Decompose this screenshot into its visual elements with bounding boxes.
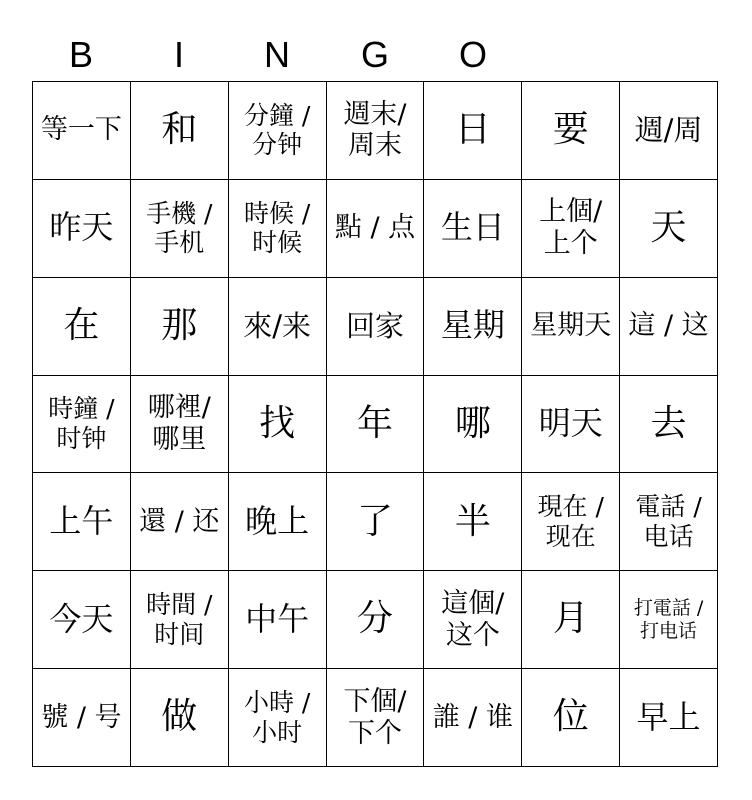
bingo-cell[interactable] [229, 669, 327, 767]
cell-text: 半 [454, 500, 491, 542]
cell-text: 和 [161, 109, 198, 151]
cell-text: 哪 [454, 402, 491, 444]
bingo-cell[interactable] [33, 473, 131, 571]
bingo-cell[interactable] [229, 376, 327, 474]
bingo-cell[interactable] [424, 669, 522, 767]
cell-text: 手機 / 手机 [146, 198, 213, 258]
header-letter-b: B [68, 34, 93, 75]
bingo-cell[interactable] [33, 82, 131, 180]
cell-text: 下個/ 下个 [343, 685, 407, 749]
cell-text: 晚上 [245, 501, 310, 540]
cell-text: 來/来 [243, 309, 312, 344]
cell-text: 打電話 / 打电话 [633, 597, 704, 642]
cell-text: 分 [356, 598, 393, 640]
bingo-cell[interactable] [131, 669, 229, 767]
bingo-cell[interactable] [33, 180, 131, 278]
bingo-cell[interactable] [327, 571, 425, 669]
cell-text: 找 [259, 402, 296, 444]
bingo-cell[interactable] [522, 669, 620, 767]
bingo-cell[interactable] [131, 82, 229, 180]
bingo-cell[interactable] [327, 82, 425, 180]
bingo-cell[interactable] [522, 376, 620, 474]
cell-text: 要 [552, 109, 589, 151]
bingo-cell[interactable] [620, 82, 718, 180]
cell-text: 時候 / 时候 [243, 198, 311, 258]
cell-text: 星期 [440, 306, 505, 345]
cell-text: 電話 / 电话 [635, 492, 702, 551]
cell-text: 誰 / 谁 [432, 701, 513, 733]
cell-text: 去 [650, 402, 687, 444]
bingo-cell[interactable] [620, 669, 718, 767]
bingo-cell[interactable] [229, 82, 327, 180]
cell-text: 天 [650, 207, 687, 249]
cell-text: 現在 / 现在 [537, 492, 604, 551]
bingo-cell[interactable] [327, 376, 425, 474]
bingo-cell[interactable] [33, 376, 131, 474]
header-letter-blank-2 [620, 30, 718, 80]
bingo-cell[interactable] [327, 278, 425, 376]
bingo-cell[interactable] [131, 180, 229, 278]
cell-text: 月 [552, 598, 589, 640]
header-letter-g: G [360, 34, 389, 75]
bingo-cell[interactable] [620, 278, 718, 376]
cell-text: 這個/ 这个 [441, 587, 505, 651]
header-letter-n: N [264, 34, 290, 75]
cell-text: 號 / 号 [41, 701, 122, 733]
cell-text: 上個/ 上个 [539, 196, 603, 260]
cell-text: 位 [552, 696, 589, 738]
cell-text: 還 / 还 [139, 505, 220, 537]
bingo-cell[interactable] [424, 180, 522, 278]
cell-text: 等一下 [40, 114, 122, 146]
bingo-cell[interactable] [229, 571, 327, 669]
cell-text: 那 [161, 304, 198, 346]
bingo-cell[interactable] [131, 278, 229, 376]
cell-text: 了 [356, 500, 393, 542]
cell-text: 分鐘 / 分钟 [243, 100, 311, 160]
bingo-cell[interactable] [327, 180, 425, 278]
bingo-cell[interactable] [424, 278, 522, 376]
bingo-cell[interactable] [522, 278, 620, 376]
header-letter-o: O [458, 34, 487, 75]
cell-text: 昨天 [49, 208, 114, 247]
bingo-cell[interactable] [620, 473, 718, 571]
header-letter-blank-1 [522, 30, 620, 80]
cell-text: 上午 [49, 501, 114, 540]
cell-text: 時鐘 / 时钟 [48, 394, 115, 453]
cell-text: 週/周 [634, 113, 703, 148]
bingo-cell[interactable] [424, 571, 522, 669]
bingo-cell[interactable] [33, 278, 131, 376]
bingo-cell[interactable] [522, 82, 620, 180]
cell-text: 生日 [440, 208, 505, 247]
cell-text: 這 / 这 [628, 310, 709, 342]
bingo-cell[interactable] [522, 571, 620, 669]
cell-text: 哪裡/ 哪里 [147, 392, 211, 455]
bingo-cell[interactable] [33, 571, 131, 669]
bingo-cell[interactable] [131, 473, 229, 571]
bingo-cell[interactable] [424, 82, 522, 180]
bingo-cell[interactable] [229, 473, 327, 571]
cell-text: 早上 [636, 697, 701, 736]
cell-text: 今天 [49, 599, 114, 638]
bingo-cell[interactable] [522, 473, 620, 571]
cell-text: 回家 [345, 309, 404, 344]
cell-text: 日 [454, 109, 491, 151]
bingo-cell[interactable] [424, 473, 522, 571]
bingo-cell[interactable] [327, 669, 425, 767]
cell-text: 中午 [245, 599, 310, 638]
bingo-cell[interactable] [131, 376, 229, 474]
bingo-cell[interactable] [620, 376, 718, 474]
cell-text: 明天 [538, 404, 603, 443]
bingo-header [32, 30, 718, 80]
cell-text: 點 / 点 [334, 212, 416, 244]
bingo-cell[interactable] [327, 473, 425, 571]
bingo-cell[interactable] [620, 180, 718, 278]
cell-text: 星期天 [530, 310, 612, 342]
bingo-cell[interactable] [229, 278, 327, 376]
cell-text: 在 [63, 304, 100, 346]
bingo-cell[interactable] [229, 180, 327, 278]
bingo-cell[interactable] [424, 376, 522, 474]
cell-text: 做 [161, 696, 198, 738]
bingo-cell[interactable] [33, 669, 131, 767]
cell-text: 小時 / 小时 [243, 688, 311, 747]
bingo-cell[interactable] [620, 571, 718, 669]
header-letter-i: I [173, 34, 184, 75]
bingo-board [32, 81, 718, 767]
bingo-cell[interactable] [522, 180, 620, 278]
bingo-cell[interactable] [131, 571, 229, 669]
cell-text: 時間 / 时间 [146, 590, 213, 649]
cell-text: 週末/ 周末 [343, 98, 407, 162]
cell-text: 年 [356, 402, 393, 444]
